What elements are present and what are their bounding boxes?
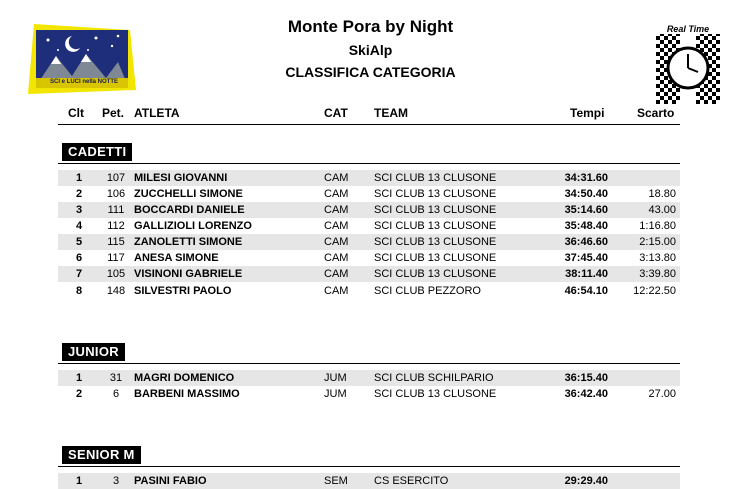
col-pet: Pet. — [102, 106, 125, 120]
classification-heading: CLASSIFICA CATEGORIA — [285, 64, 456, 80]
cell-scarto: 27.00 — [648, 388, 676, 400]
cell-cat: CAM — [324, 268, 349, 280]
cell-pet: 105 — [106, 268, 126, 280]
cell-pet: 3 — [112, 475, 120, 487]
cell-ath: VISINONI GABRIELE — [134, 268, 243, 280]
cell-cat: JUM — [324, 372, 347, 384]
cell-ath: BARBENI MASSIMO — [134, 388, 240, 400]
cell-cat: CAM — [324, 236, 349, 248]
cell-team: SCI CLUB 13 CLUSONE — [374, 268, 497, 280]
cell-scarto: 12:22.50 — [633, 285, 676, 297]
cell-pet: 31 — [109, 372, 123, 384]
cell-cat: CAM — [324, 220, 349, 232]
cell-cat: CAM — [324, 252, 349, 264]
section-label-cadetti: CADETTI — [62, 143, 132, 161]
cell-scarto: 3:13.80 — [639, 252, 676, 264]
cell-clt: 3 — [75, 204, 83, 216]
cell-clt: 5 — [75, 236, 83, 248]
cell-clt: 1 — [75, 372, 83, 384]
col-atleta: ATLETA — [134, 106, 180, 120]
cell-scarto: 1:16.80 — [639, 220, 676, 232]
cell-ath: MAGRI DOMENICO — [134, 372, 235, 384]
cell-clt: 1 — [75, 172, 83, 184]
table-row — [58, 473, 680, 489]
cell-team: SCI CLUB SCHILPARIO — [374, 372, 494, 384]
col-clt: Clt — [68, 106, 84, 120]
logo-right-text: Real Time — [652, 24, 724, 34]
table-row — [58, 266, 680, 282]
cell-team: SCI CLUB 13 CLUSONE — [374, 172, 497, 184]
cell-pet: 107 — [106, 172, 126, 184]
column-headers — [0, 106, 741, 122]
cell-team: SCI CLUB PEZZORO — [374, 285, 481, 297]
cell-ath: MILESI GIOVANNI — [134, 172, 228, 184]
cell-tempi: 38:11.40 — [565, 268, 608, 280]
cell-tempi: 36:42.40 — [564, 388, 608, 400]
table-row — [58, 283, 680, 299]
table-row — [58, 218, 680, 234]
cell-pet: 111 — [107, 204, 125, 216]
table-row — [58, 170, 680, 186]
cell-scarto: 2:15.00 — [639, 236, 676, 248]
cell-tempi: 46:54.10 — [564, 285, 608, 297]
cell-cat: JUM — [324, 388, 347, 400]
cell-clt: 7 — [75, 268, 83, 280]
cell-ath: BOCCARDI DANIELE — [134, 204, 245, 216]
cell-tempi: 36:15.40 — [564, 372, 608, 384]
section-rule — [58, 466, 680, 467]
cell-scarto: 43.00 — [648, 204, 676, 216]
logo-left-text: SCI e LUCI nella NOTTE — [49, 79, 118, 85]
cell-ath: GALLIZIOLI LORENZO — [134, 220, 252, 232]
cell-ath: ZANOLETTI SIMONE — [134, 236, 243, 248]
cell-ath: ANESA SIMONE — [134, 252, 219, 264]
page-header — [0, 16, 741, 82]
cell-tempi: 34:31.60 — [564, 172, 608, 184]
cell-tempi: 35:48.40 — [564, 220, 608, 232]
section-rule — [58, 363, 680, 364]
cell-cat: SEM — [324, 475, 348, 487]
cell-scarto: 3:39.80 — [639, 268, 676, 280]
cell-ath: ZUCCHELLI SIMONE — [134, 188, 243, 200]
cell-cat: CAM — [324, 204, 349, 216]
table-row — [58, 386, 680, 402]
table-row — [58, 186, 680, 202]
cell-clt: 4 — [75, 220, 83, 232]
cell-clt: 6 — [75, 252, 83, 264]
cell-pet: 6 — [112, 388, 120, 400]
table-row — [58, 234, 680, 250]
cell-team: SCI CLUB 13 CLUSONE — [374, 188, 497, 200]
cell-team: SCI CLUB 13 CLUSONE — [374, 236, 497, 248]
section-label-junior: JUNIOR — [62, 343, 125, 361]
cell-scarto: 18.80 — [648, 188, 676, 200]
col-team: TEAM — [374, 106, 408, 120]
cell-clt: 8 — [75, 285, 83, 297]
cell-cat: CAM — [324, 285, 349, 297]
page-subtitle: SkiAlp — [348, 42, 393, 58]
cell-tempi: 34:50.40 — [564, 188, 608, 200]
cell-pet: 115 — [107, 236, 125, 248]
cell-cat: CAM — [324, 188, 349, 200]
cell-tempi: 29:29.40 — [564, 475, 608, 487]
cell-tempi: 36:46.60 — [564, 236, 608, 248]
cell-team: SCI CLUB 13 CLUSONE — [374, 252, 497, 264]
section-label-senior-m: SENIOR M — [62, 446, 141, 464]
section-rule — [58, 163, 680, 164]
cell-clt: 2 — [75, 388, 83, 400]
header-rule — [58, 124, 680, 125]
table-row — [58, 250, 680, 266]
col-scarto: Scarto — [637, 106, 675, 120]
cell-pet: 117 — [107, 252, 125, 264]
cell-cat: CAM — [324, 172, 349, 184]
cell-team: CS ESERCITO — [374, 475, 449, 487]
cell-team: SCI CLUB 13 CLUSONE — [374, 204, 497, 216]
cell-team: SCI CLUB 13 CLUSONE — [374, 220, 497, 232]
cell-pet: 112 — [107, 220, 125, 232]
cell-clt: 1 — [75, 475, 83, 487]
cell-team: SCI CLUB 13 CLUSONE — [374, 388, 497, 400]
cell-ath: SILVESTRI PAOLO — [134, 285, 232, 297]
table-row — [58, 370, 680, 386]
page-title: Monte Pora by Night — [287, 17, 454, 36]
cell-pet: 148 — [106, 285, 126, 297]
cell-pet: 106 — [106, 188, 126, 200]
cell-clt: 2 — [75, 188, 83, 200]
col-tempi: Tempi — [570, 106, 605, 120]
cell-tempi: 35:14.60 — [564, 204, 608, 216]
table-row — [58, 202, 680, 218]
col-cat: CAT — [324, 106, 348, 120]
cell-tempi: 37:45.40 — [564, 252, 608, 264]
cell-ath: PASINI FABIO — [134, 475, 207, 487]
